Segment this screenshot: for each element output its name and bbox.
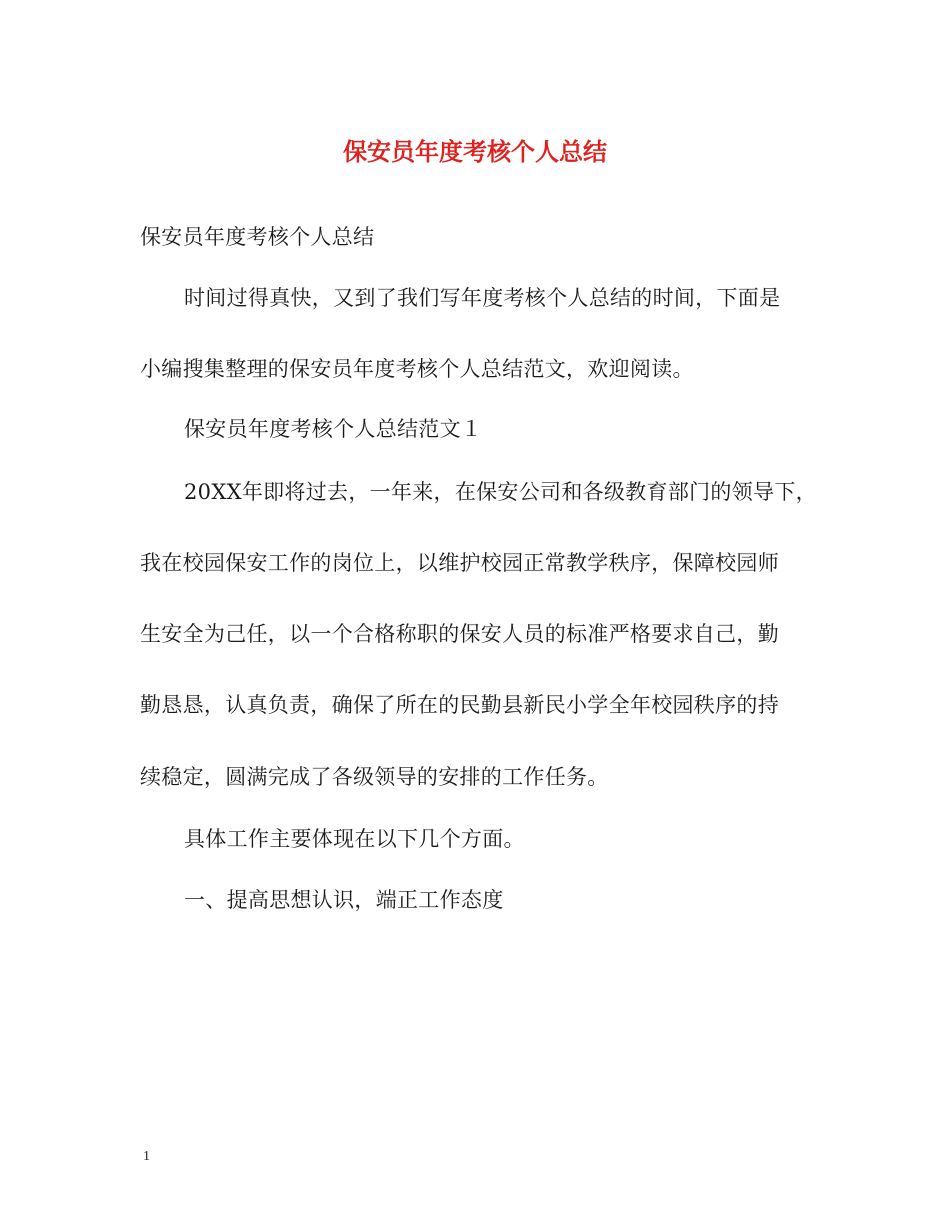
paragraph-line: 生安全为己任，以一个合格称职的保安人员的标准严格要求自己，勤 bbox=[140, 622, 779, 646]
document-title: 保安员年度考核个人总结 bbox=[343, 137, 607, 166]
paragraph-line: 小编搜集整理的保安员年度考核个人总结范文，欢迎阅读。 bbox=[140, 357, 694, 381]
subsection-heading: 一、提高思想认识，端正工作态度 bbox=[184, 888, 504, 912]
paragraph-line: 20XX年即将过去，一年来，在保安公司和各级教育部门的领导下， bbox=[184, 480, 817, 504]
paragraph-line: 勤恳恳，认真负责，确保了所在的民勤县新民小学全年校园秩序的持 bbox=[140, 693, 779, 717]
paragraph-line: 续稳定，圆满完成了各级领导的安排的工作任务。 bbox=[140, 765, 609, 789]
paragraph-heading: 保安员年度考核个人总结 bbox=[140, 225, 375, 249]
page-number: 1 bbox=[143, 1149, 150, 1164]
section-heading: 保安员年度考核个人总结范文１ bbox=[184, 417, 483, 441]
paragraph-line: 我在校园保安工作的岗位上，以维护校园正常教学秩序，保障校园师 bbox=[140, 551, 779, 575]
paragraph-line: 具体工作主要体现在以下几个方面。 bbox=[184, 827, 525, 851]
paragraph-line: 时间过得真快，又到了我们写年度考核个人总结的时间，下面是 bbox=[184, 286, 781, 310]
